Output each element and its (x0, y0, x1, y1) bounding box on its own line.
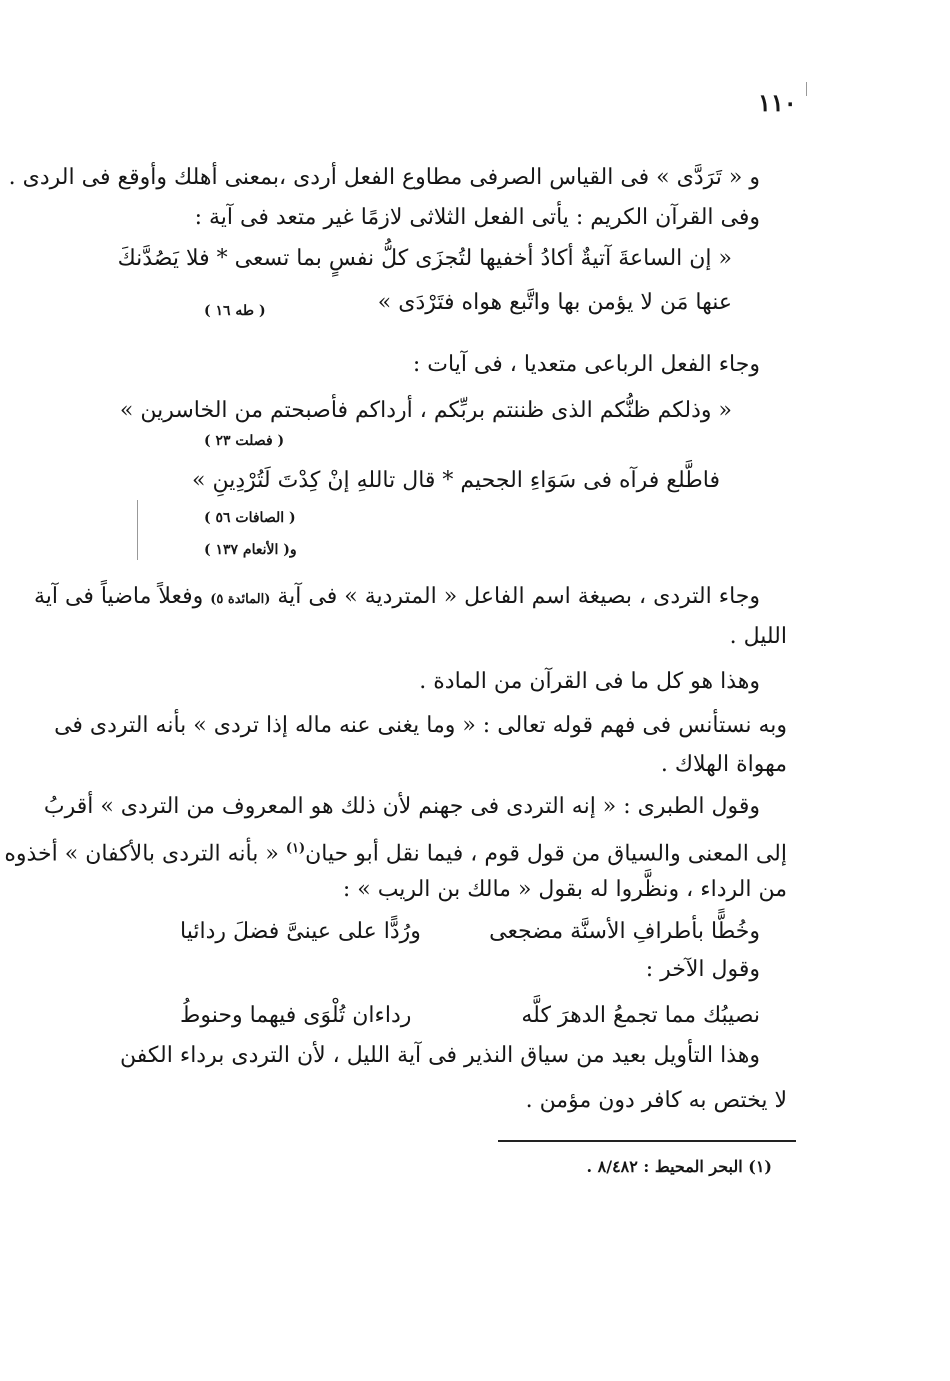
page-number: ١١٠ (758, 88, 797, 117)
text-line-7: وبه نستأنس فى فهم قوله تعالى : « وما يغنى عنه ماله إذا تردى » بأنه التردى فى (54, 713, 787, 738)
poem-hemistich-2b: رداءان تُلْوَى فيهما وحنوطُ (180, 1003, 412, 1028)
verse-line-1: « إن الساعةَ آتيةٌ أكادُ أخفيها لتُجزَى كلُّ نفسٍ بما تسعى * فلا يَصُدَّنكَ (117, 246, 732, 271)
text-segment: وفعلاً ماضياً فى آية (33, 584, 204, 609)
text-line-11: من الرداء ، ونظَّروا له بقول « مالك بن الريب » : (342, 877, 787, 902)
verse-line-3: « وذلكم ظنُّكم الذى ظننتم بربِّكم ، أرداكم فأصبحتم من الخاسرين » (119, 398, 732, 423)
text-line-4 (34, 582, 760, 615)
verse-reference-taha: ( طه ١٦ ) (204, 303, 266, 319)
text-line-1: و « تَرَدَّى » فى القياس الصرفى مطاوع الفعل أردى ،بمعنى أهلك وأوقع فى الردى . (8, 165, 760, 190)
text-line-9: وقول الطبرى : « إنه التردى فى جهنم لأن ذلك هو المعروف من التردى » أقربُ (43, 794, 760, 819)
footnote-separator (498, 1140, 796, 1142)
text-line-8: مهواة الهلاك . (660, 752, 787, 777)
text-line-12: وقول الآخر : (645, 957, 760, 982)
text-line-14: لا يختص به كافر دون مؤمن . (525, 1088, 787, 1113)
margin-mark (137, 500, 138, 560)
verse-reference-anam: و( الأنعام ١٣٧ ) (204, 542, 297, 558)
footnote-marker: (١) (285, 841, 306, 856)
verse-reference-saffat: ( الصافات ٥٦ ) (204, 510, 296, 526)
text-line-13: وهذا التأويل بعيد من سياق النذير فى آية الليل ، لأن التردى برداء الكفن (120, 1043, 760, 1068)
verse-line-4: فاطَّلع فرآه فى سَوَاءِ الجحيم * قال تاللهِ إنْ كِدْتَ لَتُرْدِينِ » (192, 468, 720, 493)
margin-mark (806, 82, 807, 96)
text-segment: « بأنه التردى بالأكفان » أخذوه (4, 841, 279, 867)
poem-hemistich-1a: وخُطًّا بأطرافِ الأسنَّة مضجعى (489, 919, 760, 944)
text-segment: إلى المعنى والسياق من قول قوم ، فيما نقل أبو حيان (305, 841, 787, 867)
inline-verse-reference: (المائدة ٥) (210, 592, 271, 607)
text-segment: وجاء التردى ، بصيغة اسم الفاعل « المتردية » فى آية (277, 584, 760, 609)
poem-hemistich-2a: نصيبُك مما تجمعُ الدهرَ كلَّه (521, 1003, 760, 1028)
text-line-10 (4, 834, 787, 869)
verse-line-2: عنها مَن لا يؤمن بها واتَّبع هواه فتَرْدَى » (377, 290, 732, 315)
text-line-3: وجاء الفعل الرباعى متعديا ، فى آيات : (412, 352, 760, 377)
poem-hemistich-1b: ورُدًّا على عينىَّ فضلَ ردائيا (180, 919, 421, 944)
verse-reference-fussilat: ( فصلت ٢٣ ) (204, 433, 285, 449)
text-line-6: وهذا هو كل ما فى القرآن من المادة . (419, 669, 760, 694)
footnote: (١) البحر المحيط : ٨/٤٨٢ . (586, 1157, 772, 1176)
text-line-5: الليل . (729, 624, 787, 649)
text-line-2: وفى القرآن الكريم : يأتى الفعل الثلاثى لازمًا غير متعد فى آية : (194, 205, 760, 230)
